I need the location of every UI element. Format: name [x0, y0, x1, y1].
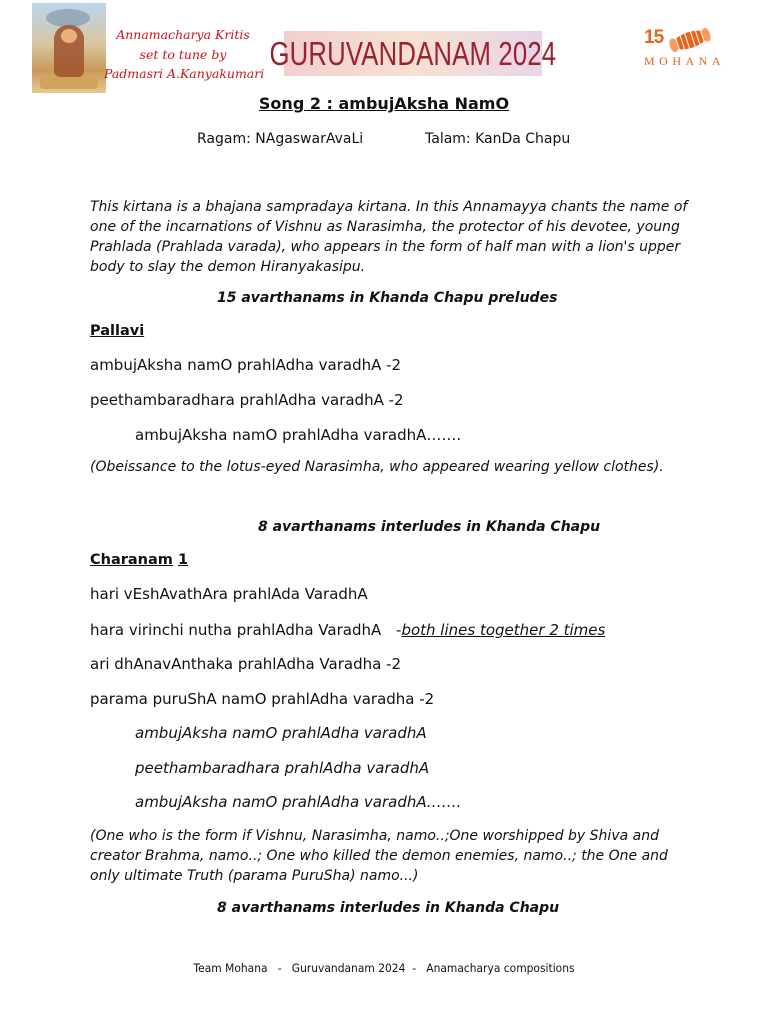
kritis-caption [104, 25, 265, 84]
kritis-line: Annamacharya Kritis [116, 27, 250, 42]
charanam-line: ari dhAnavAnthaka prahlAdha Varadha -2 [90, 655, 402, 673]
intro-paragraph: This kirtana is a bhajana sampradaya kirtana. In this Annamayya chants the name of one of the incarnations of Vishnu as Narasimha, the protector of his devotee, young Prahlada (Prahlada varada), who appears in the form of half man with a lion's upper body to slay the demon Hiranyakasipu. [90, 199, 688, 275]
mohana-logo [642, 24, 742, 68]
pallavi-heading: Pallavi [90, 323, 145, 339]
ragam-label: Ragam: NAgaswarAvaLi [197, 131, 364, 147]
kritis-line: Padmasri A.Kanyakumari [104, 66, 265, 81]
logo-number: 15 [644, 27, 664, 48]
pallavi-line: ambujAksha namO prahlAdha varadhA -2 [90, 356, 402, 374]
refrain-line: ambujAksha namO prahlAdha varadhA [135, 724, 427, 742]
charanam-line [90, 621, 605, 639]
song-title: Song 2 : ambujAksha NamO [258, 94, 510, 113]
pallavi-meaning: (Obeissance to the lotus-eyed Narasimha, who appeared wearing yellow clothes). [90, 459, 664, 475]
page-footer: Team Mohana - Guruvandanam 2024 - Anamacharya compositions [193, 961, 575, 975]
kritis-line: set to tune by [139, 46, 227, 62]
interlude-note: 8 avarthanams interludes in Khanda Chapu [217, 900, 560, 916]
prelude-note: 15 avarthanams in Khanda Chapu preludes [217, 290, 558, 306]
charanam-heading-number: 1 [177, 552, 189, 568]
logo-word: MOHANA [644, 54, 725, 68]
charanam-line: parama puruShA namO prahlAdha varadha -2 [90, 690, 435, 708]
interlude-note: 8 avarthanams interludes in Khanda Chapu [258, 519, 601, 535]
charanam-line-text: hara virinchi nutha prahlAdha VaradhA [90, 621, 382, 639]
banner-text: GURUVANDANAM 2024 [269, 34, 557, 72]
guruvandanam-banner [269, 31, 557, 76]
talam-label: Talam: KanDa Chapu [425, 131, 571, 147]
pallavi-line: peethambaradhara prahlAdha varadhA -2 [90, 391, 404, 409]
refrain-line: ambujAksha namO prahlAdha varadhA……. [135, 793, 462, 811]
charanam-heading-word: Charanam [90, 552, 173, 568]
repeat-note: both lines together 2 times [401, 621, 606, 639]
page-header [0, 0, 768, 100]
charanam-line-dash: - [396, 621, 402, 639]
refrain-line: peethambaradhara prahlAdha varadhA [135, 759, 430, 777]
mridangam-icon [668, 28, 712, 52]
charanam-meaning: (One who is the form if Vishnu, Narasimha, namo..;One worshipped by Shiva and creator Brahma, namo..; One who killed the demon enemies, namo..; the One and only ultimate Truth (parama PuruSha) namo...) [90, 828, 668, 884]
charanam-heading [90, 552, 188, 568]
pallavi-line: ambujAksha namO prahlAdha varadhA……. [135, 426, 462, 444]
deity-image [32, 3, 106, 93]
charanam-line: hari vEshAvathAra prahlAda VaradhA [90, 585, 368, 603]
